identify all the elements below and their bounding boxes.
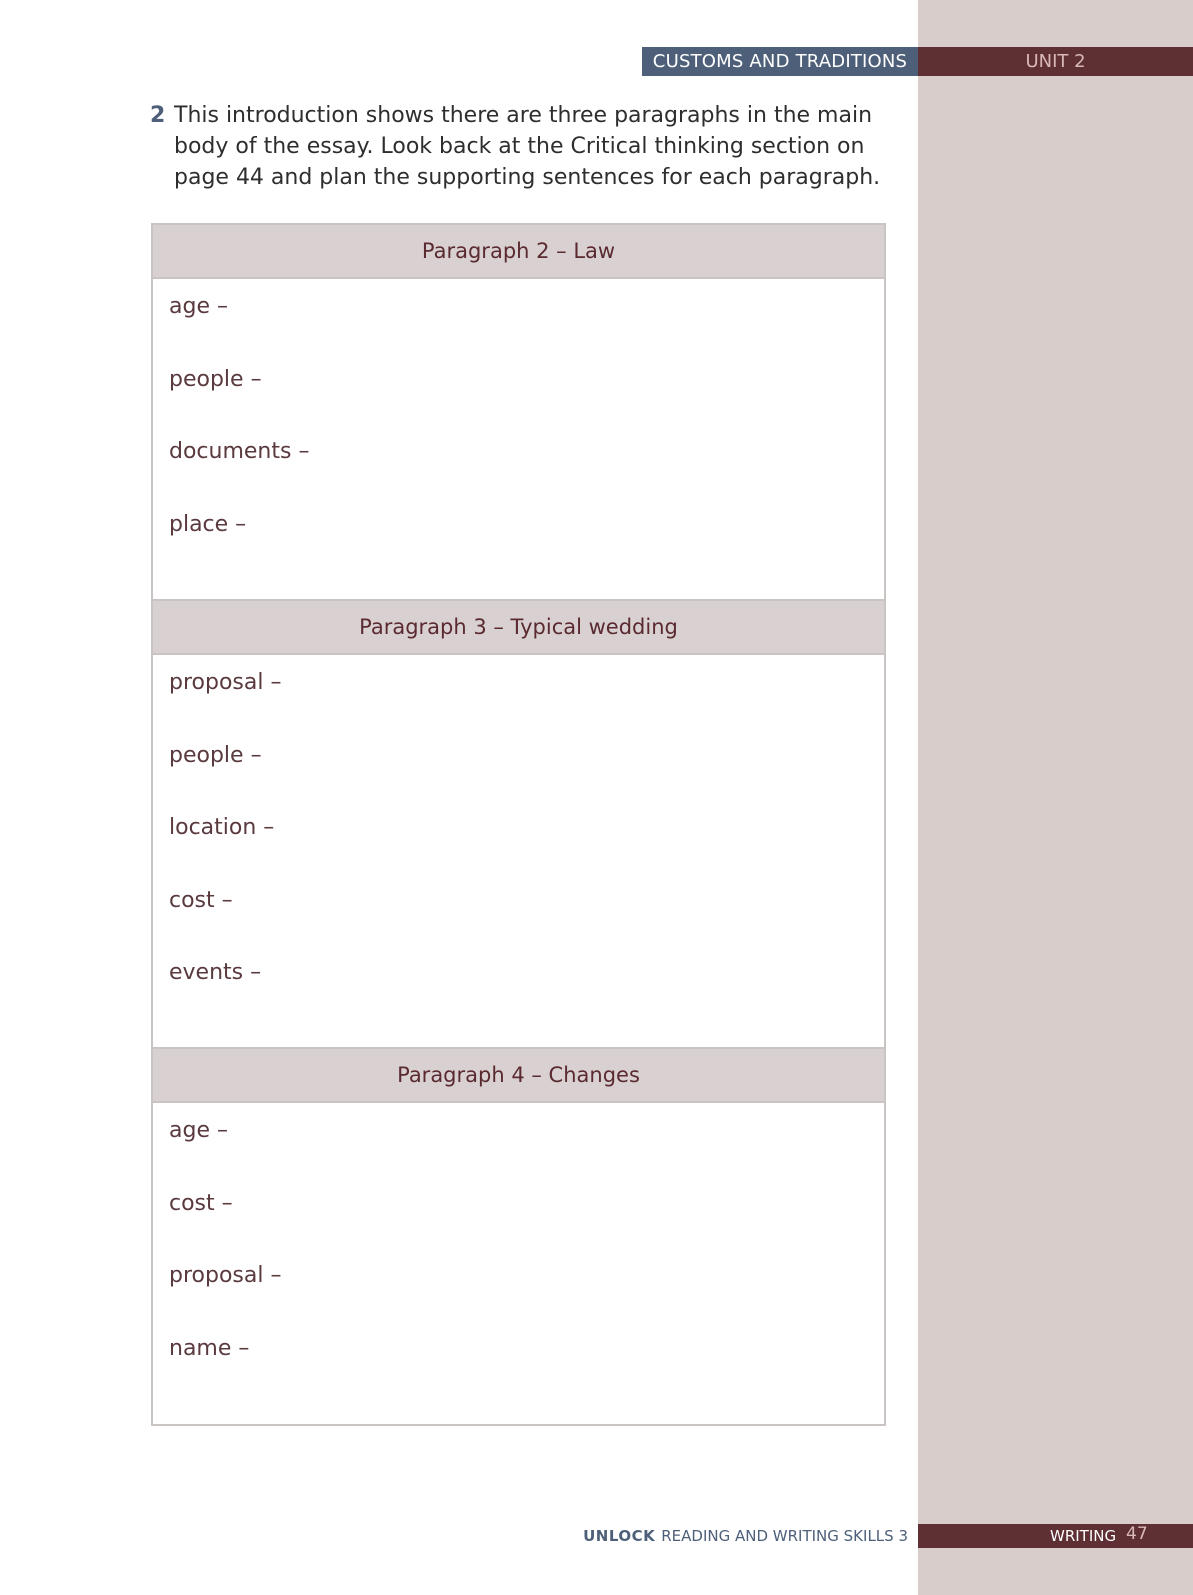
- side-margin-panel: [918, 0, 1193, 1595]
- plan-line: people –: [169, 366, 262, 392]
- paragraph-body: [153, 1103, 884, 1424]
- exercise-text: This introduction shows there are three paragraphs in the main body of the essay. Look back at the Critical thinking section on page 44 and plan the supporting sentences for each paragraph.: [174, 103, 881, 190]
- plan-line: age –: [169, 294, 228, 319]
- plan-line: location –: [169, 815, 275, 841]
- paragraph-heading: Paragraph 3 – Typical wedding: [153, 601, 884, 655]
- exercise-number: 2: [150, 103, 166, 128]
- paragraph-body: [153, 279, 884, 601]
- plan-line: documents –: [169, 439, 310, 465]
- plan-line: people –: [169, 742, 262, 768]
- footer-book-title: [580, 1524, 908, 1548]
- plan-line: name –: [169, 1335, 250, 1361]
- brand-logo: UNLOCK: [583, 1527, 656, 1545]
- unit-label-band: UNIT 2: [918, 47, 1193, 76]
- plan-line: cost –: [169, 887, 233, 913]
- exercise-instruction: [150, 100, 890, 193]
- section-title-band: CUSTOMS AND TRADITIONS: [642, 47, 918, 76]
- plan-line: age –: [169, 1118, 228, 1143]
- footer-section-label: WRITING: [1050, 1527, 1117, 1545]
- plan-line: proposal –: [169, 670, 282, 695]
- page-number: 47: [1126, 1524, 1148, 1544]
- planning-table: [151, 223, 886, 1426]
- paragraph-heading: Paragraph 2 – Law: [153, 225, 884, 279]
- plan-line: place –: [169, 511, 247, 537]
- paragraph-body: [153, 655, 884, 1049]
- paragraph-heading: Paragraph 4 – Changes: [153, 1049, 884, 1103]
- plan-line: proposal –: [169, 1263, 282, 1289]
- plan-line: events –: [169, 960, 262, 986]
- book-title: READING AND WRITING SKILLS 3: [661, 1527, 908, 1545]
- plan-line: cost –: [169, 1190, 233, 1216]
